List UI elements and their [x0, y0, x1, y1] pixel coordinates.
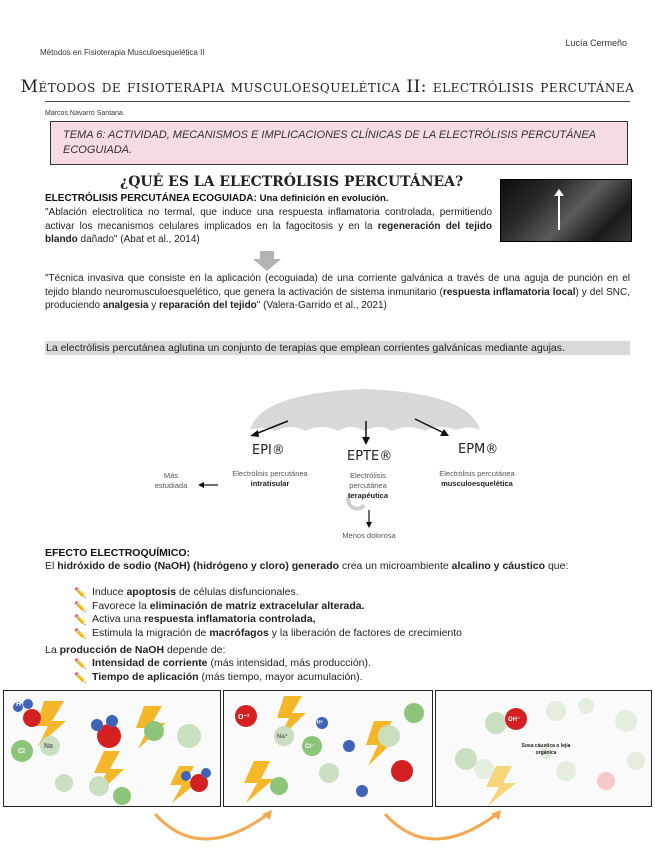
transition-arrows: [0, 804, 655, 848]
professor-name: Marcos Navarro Santana.: [45, 110, 125, 117]
summary-highlight: La electrólisis percutánea aglutina un conjunto de terapias que emplean corrientes galvánicas mediante agujas.: [45, 341, 630, 355]
effect-paragraph: El hidróxido de sodio (NaOH) (hidrógeno y cloro) generado crea un microambiente alcalino y cáustico que:: [45, 560, 569, 572]
effect-heading: EFECTO ELECTROQUÍMICO:: [45, 547, 191, 559]
factor-list: [74, 657, 371, 684]
pencil-icon: ✏️: [74, 615, 87, 626]
pencil-icon: ✏️: [74, 588, 87, 599]
chem-panel-1: O H Cl Na: [3, 690, 221, 807]
chemistry-illustration: [0, 690, 655, 810]
page-title: Métodos de fisioterapia musculoesquelética II: electrólisis percutánea: [20, 77, 635, 97]
list-item: ✏️ Intensidad de corriente (más intensidad, más producción).: [74, 657, 371, 670]
list-item: ✏️ Tiempo de aplicación (más tiempo, mayor acumulación).: [74, 670, 363, 684]
pencil-icon: ✏️: [74, 659, 87, 670]
epi-label: EPI®: [252, 443, 285, 458]
pencil-icon: ✏️: [74, 601, 87, 613]
less-painful-note: Menos dolorosa: [342, 531, 396, 540]
chem-panel-3: Sosa cáustica o lejía orgánica OH⁻: [435, 690, 652, 807]
course-name: Métodos en Fisioterapia Musculoesquelética II: [40, 48, 205, 57]
umbrella-diagram: [140, 385, 520, 545]
author-name: Lucía Cermeño: [565, 38, 627, 48]
topic-box: [50, 121, 628, 165]
ultrasound-image: [500, 179, 632, 242]
definition-paragraph-1: "Ablación electrolítica no termal, que induce una respuesta inflamatoria controlada, permitiendo activar los mecanismos celulares implicados en la fagocitosis y en la regeneración del tejido blando dañado" (Abat et al., 2014): [45, 207, 492, 245]
caustic-soda-label: Sosa cáustica o lejía orgánica: [521, 743, 571, 756]
list-item: ✏️ Induce apoptosis de células disfuncionales.: [74, 586, 299, 599]
list-item: ✏️ Estimula la migración de macrófagos y la liberación de factores de crecimiento: [74, 626, 463, 640]
epi-description: Electrólisis percutánea intratisular: [232, 469, 308, 488]
down-arrow-icon: [253, 251, 281, 271]
definition-heading: ELECTRÓLISIS PERCUTÁNEA ECOGUIADA: Una definición en evolución.: [45, 193, 389, 204]
epte-label: EPTE®: [347, 449, 393, 464]
pencil-icon: ✏️: [74, 672, 87, 684]
epm-description: Electrólisis percutánea musculoesquelética: [439, 469, 515, 488]
list-item: ✏️ Favorece la eliminación de matriz extracelular alterada.: [74, 599, 365, 613]
section-question: ¿QUÉ ES LA ELECTRÓLISIS PERCUTÁNEA?: [120, 174, 464, 190]
chem-panel-2: O⁻² Na⁺ H⁺ Cl⁻: [223, 690, 433, 807]
title-underline: [45, 101, 630, 102]
epm-label: EPM®: [458, 442, 499, 457]
effect-list: [74, 586, 462, 640]
umbrella-graphic: [140, 385, 520, 545]
naoh-dependency: La producción de NaOH depende de:: [45, 644, 226, 656]
pencil-icon: ✏️: [74, 628, 87, 640]
epte-description: Electrólisis percutánea terapéutica: [347, 471, 389, 500]
needle-arrow-icon: [558, 194, 560, 230]
list-item: ✏️ Activa una respuesta inflamatoria controlada,: [74, 613, 316, 626]
more-studied-note: Más estudiada: [154, 471, 188, 490]
definition-paragraph-2: "Técnica invasiva que consiste en la aplicación (ecoguiada) de una corriente galvánica a través de una aguja de punción en el tejido blando neuromusculoesquelético, que genera la activación de sistema inmunitario (respuesta inflamatoria local) y del SNC, produciendo analgesia y reparación del tejido" (Valera-Garrido et al., 2021): [45, 273, 631, 311]
topic-text: TEMA 6: ACTIVIDAD, MECANISMOS E IMPLICACIONES CLÍNICAS DE LA ELECTRÓLISIS PERCUTÁNEA ECOGUIADA.: [63, 129, 596, 156]
